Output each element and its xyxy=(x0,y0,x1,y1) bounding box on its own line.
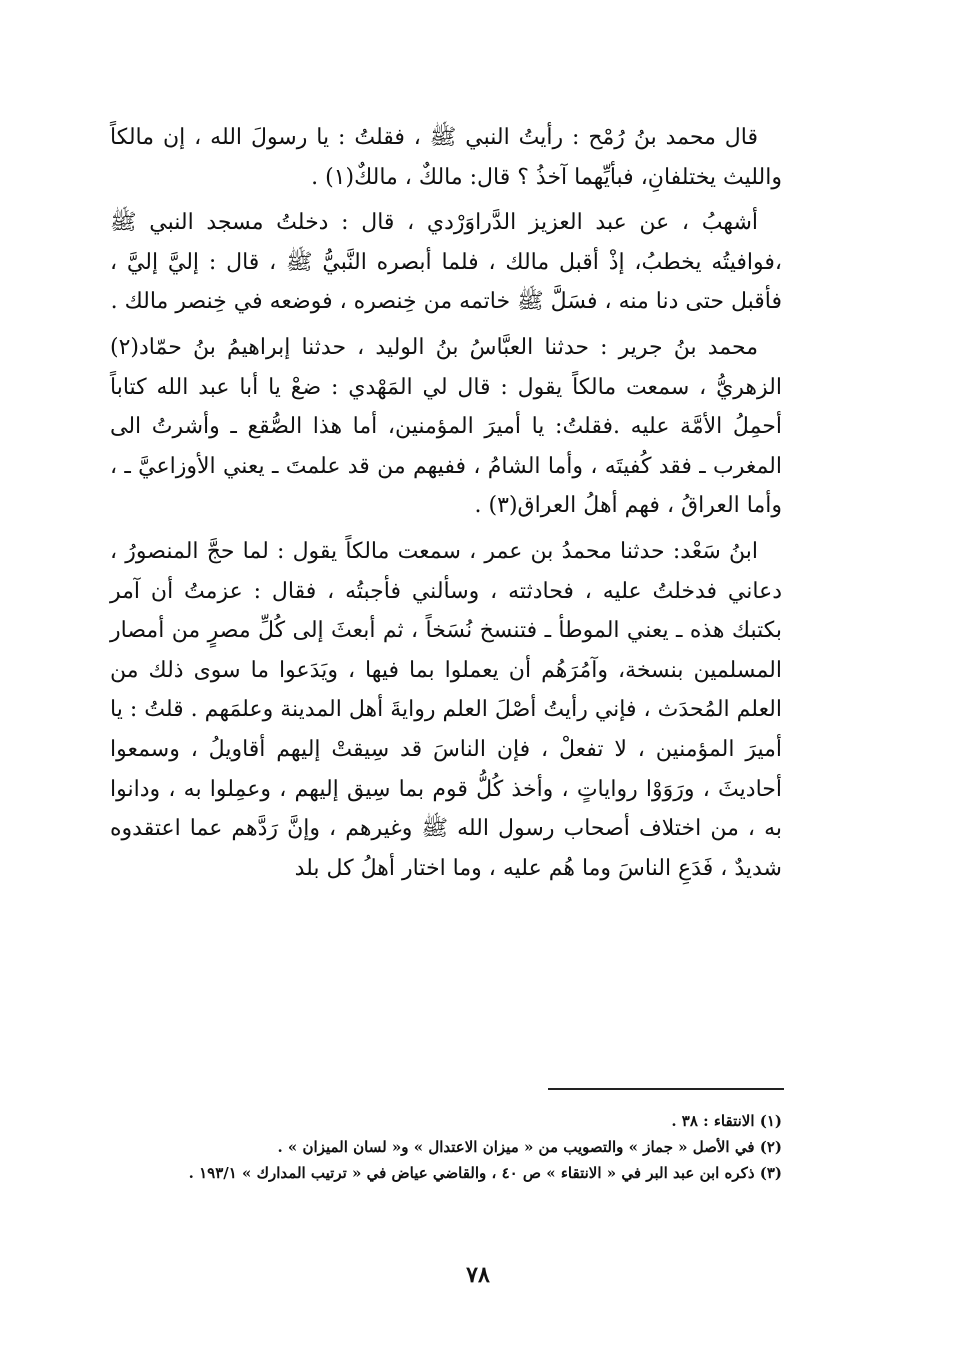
main-text xyxy=(110,118,782,894)
footnote-3: (٣) ذكره ابن عبد البر في « الانتقاء » ص ٤٠ ، والقاضي عياض في « ترتيب المدارك » ١٩٣/١ . xyxy=(188,1164,782,1182)
paragraph-text: قال محمد بنُ رُمْح : رأيتُ النبي ﷺ ، فقلتُ : يا رسولَ الله ، إن مالكاً والليث يختلفانِ، فبأيِّهما آخذُ ؟ قال: مالكٌ ، مالكٌ(١) . xyxy=(110,125,782,190)
paragraph-text: أشهبُ ، عن عبد العزيز الدَّراوَرْدي ، قال : دخلتُ مسجد النبي ﷺ ،فوافيتُه يخطبُ، إذْ أقبل مالك ، فلما أبصره النَّبيُّ ﷺ ، قال : إليَّ إليَّ ، فأقبل حتى دنا منه ، فسَلَّ ﷺ خاتمه من خِنصره ، فوضعه في خِنصر مالك . xyxy=(110,210,782,315)
paragraph-text: ابنُ سَعْد: حدثنا محمدُ بن عمر ، سمعت مالكاً يقول : لما حجَّ المنصورُ ، دعاني فدخلتُ عليه ، فحادثته ، وسألني فأجبتُه ، فقال : عزمتُ أن آمر بكتبك هذه ـ يعني الموطأ ـ فتنسخ نُسَخاً ، ثم أبعثَ إلى كُلِّ مصرٍ من أمصار المسلمين بنسخة، وآمُرَهُم أن يعملوا بما فيها ، ويَدَعوا ما سوى ذلك من العلم المُحدَث ، فإني رأيتُ أصْلَ العلم روايةَ أهل المدينة وعلمَهم . قلتُ : يا أميرَ المؤمنين ، لا تفعلْ ، فإن الناسَ قد سِيقتْ إليهم أقاويلُ ، وسمعوا أحاديثَ ، ورَوَوْا رواياتٍ ، وأخذ كُلُّ قوم بما سِيق إليهم ، وعمِلوا به ، ودانوا به ، من اختلاف أصحاب رسول الله ﷺ وغيرهم ، وإنَّ رَدَّهم عما اعتقدوه شديدٌ ، فَدَعِ الناسَ وما هُم عليه ، وما اختار أهلُ كل بلد xyxy=(110,538,782,881)
paragraph-1 xyxy=(110,118,782,197)
footnote-1: (١) الانتقاء : ٣٨ . xyxy=(671,1112,782,1130)
footnotes xyxy=(110,1108,782,1186)
paragraph-4 xyxy=(110,532,782,888)
footnote-2: (٢) في الأصل « جماز » والتصويب من « ميزان الاعتدال » و« لسان الميزان » . xyxy=(277,1138,782,1156)
footnote-separator xyxy=(548,1088,784,1090)
paragraph-2 xyxy=(110,203,782,322)
paragraph-3 xyxy=(110,328,782,526)
page-number: ٧٨ xyxy=(466,1262,490,1288)
paragraph-text: محمد بنُ جرير : حدثنا العبَّاسُ بنُ الوليد ، حدثنا إبراهيمُ بنُ حمّاد(٢) الزهريُّ ، سمعت مالكاً يقول : قال لي المَهْدي : ضعْ يا أبا عبد الله كتاباً أحمِلُ الأمَّة عليه .فقلتُ: يا أميرَ المؤمنين، أما هذا الصُّقع ـ وأشرتُ الى المغرب ـ فقد كُفيتَه ، وأما الشامُ ، ففيهم من قد علمتَ ـ يعني الأوزاعيَّ ـ ، وأما العراقُ ، فهم أهلُ العراق(٣) . xyxy=(110,334,782,519)
